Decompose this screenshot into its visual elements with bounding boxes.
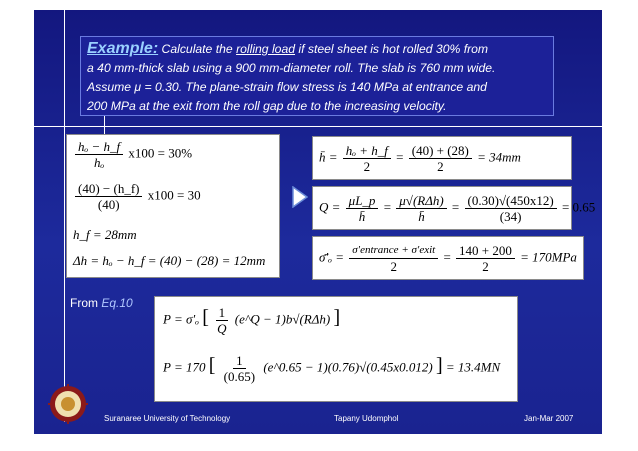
footer-date: Jan-Mar 2007 xyxy=(524,414,574,423)
title-line3: Assume μ = 0.30. The plane-strain flow stress is 140 MPa at entrance and xyxy=(87,80,487,94)
q-equation-box: Q = $\frac{\mu L\_p}{h̄}$ = $\frac{\text{μ√(RΔh)}}{h̄}$ = $\frac{(0.30)√(450x12)}{(34)}$ = 0.65 xyxy=(312,186,572,230)
left-equations-box xyxy=(66,134,280,278)
eq-rolling-load-general: P = σ′ₒ [ $\frac{1}{Q}$ (e^Q − 1)b√(RΔh) ] xyxy=(163,305,341,336)
title-line2: a 40 mm-thick slab using a 900 mm-diameter roll. The slab is 760 mm wide. xyxy=(87,61,496,75)
eq-rolling-load-values: P = 170 [ $\frac{1}{(0.65)}$ (e^0.65 − 1)(0.76)√(0.45x0.012) ] = 13.4MN xyxy=(163,353,501,384)
title-line4: 200 MPa at the exit from the roll gap due to the increasing velocity. xyxy=(87,99,447,113)
eq-reduction-values: $\frac{(40) - (h\_f)}{(40)}$ x100 = 30 xyxy=(73,181,201,212)
hbar-equation-box: h̄ = $\frac{\text{hₒ + h\_f}}{2}$ = $\frac{(40) + (28)}{2}$ = 34mm xyxy=(312,136,572,180)
eq-final-thickness: h_f = 28mm xyxy=(73,227,137,242)
title-line1-post: if steel sheet is hot rolled 30% from xyxy=(295,42,489,56)
eq-reference: Eq.10 xyxy=(101,296,133,310)
decor-line-top xyxy=(34,126,602,127)
decor-line-left xyxy=(64,10,65,422)
title-line1-underlined: rolling load xyxy=(236,42,296,56)
footer xyxy=(0,412,638,428)
arrow-right-icon xyxy=(292,186,308,208)
sigma-equation-box: σ̄′ₒ = $\frac{\text{σ′entrance + σ′exit}}{2}$ = $\frac{140 + 200}{2}$ = 170MPa xyxy=(312,236,584,280)
from-eq-label: From Eq.10 xyxy=(70,296,133,310)
eq-reduction: $\frac{\text{hₒ − h\_f}}{\text{hₒ}}$ x100 = 30% xyxy=(73,139,192,170)
example-title-box xyxy=(80,36,554,116)
rolling-load-equations-box xyxy=(154,296,518,402)
example-label: Example: xyxy=(87,40,159,57)
footer-university: Suranaree University of Technology xyxy=(104,414,231,423)
footer-author: Tapany Udomphol xyxy=(334,414,399,423)
eq-delta-h: Δh = hₒ − h_f = (40) − (28) = 12mm xyxy=(73,253,266,268)
title-line1-pre: Calculate the xyxy=(161,42,237,56)
